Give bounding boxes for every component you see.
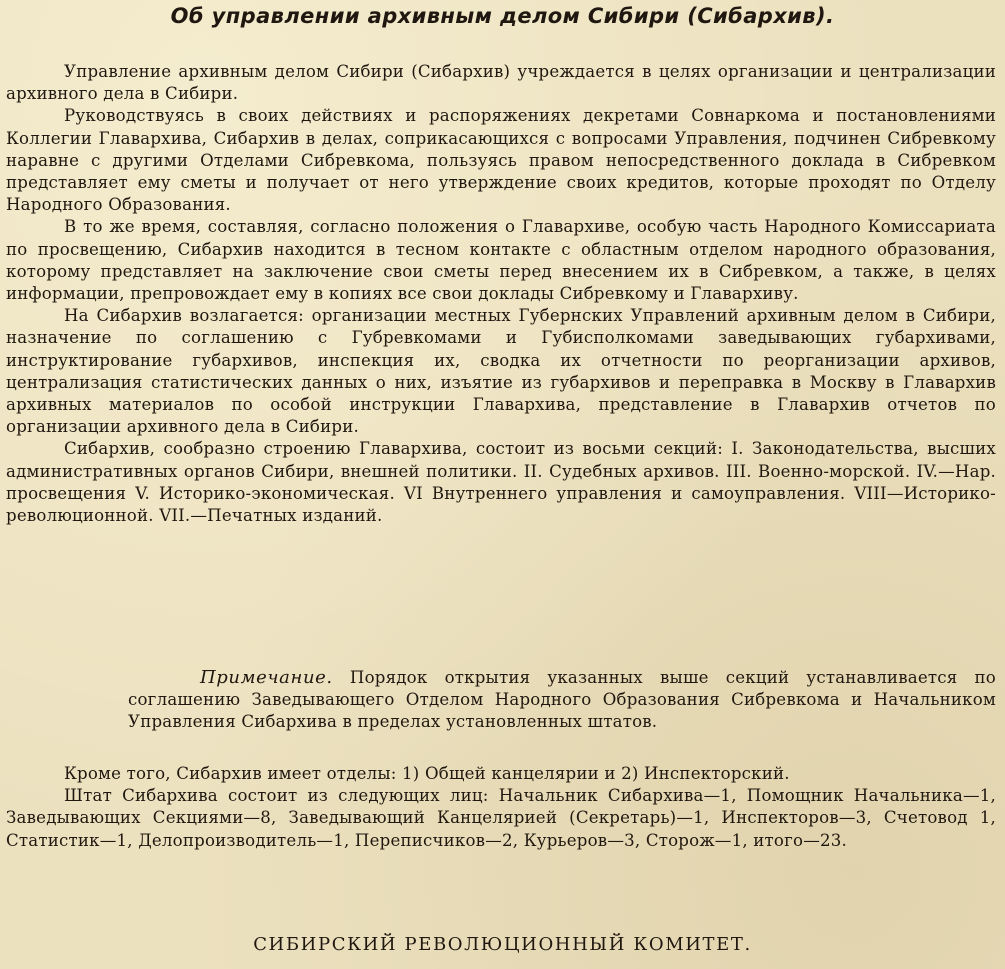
paragraph-duties: На Сибархив возлагается: организации местных Губернских Управлений архивным делом в Сибири, назначение по соглашению с Губревкомами и Губисполкомами заведывающих губархивами, инструктирование губархивов, инспекция их, сводка их отчетности по реорганизации архивов, централизация статистических данных о них, изъятие из губархивов и переправка в Москву в Главархив архивных материалов по особой инструкции Главархива, представление в Главархив отчетов по организации архивного дела в Сибири. [6, 306, 996, 437]
paragraph-establishment: Управление архивным делом Сибири (Сибархив) учреждается в целях организации и централизации архивного дела в Сибири. [6, 62, 996, 104]
note-text: Порядок открытия указанных выше секций устанавливается по соглашению Заведывающего Отделом Народного Образования Сибревкома и Начальником Управления Сибархива в пределах установленных штатов. [128, 668, 996, 732]
note-block [128, 667, 996, 734]
paragraph-departments: Кроме того, Сибархив имеет отделы: 1) Общей канцелярии и 2) Инспекторский. [64, 764, 790, 783]
paragraph-subordination: Руководствуясь в своих действиях и распоряжениях декретами Совнаркома и постановлениями Коллегии Главархива, Сибархив в делах, соприкасающихся с вопросами Управления, подчинен Сибревкому наравне с другими Отделами Сибревкома, пользуясь правом непосредственного доклада в Сибревком представляет ему сметы и получает от него утверждение своих кредитов, которые проходят по Отделу Народного Образования. [6, 106, 996, 215]
paragraph-sections: Сибархив, сообразно строению Главархива, состоит из восьми секций: I. Законодательства, высших административных органов Сибири, внешней политики. II. Судебных архивов. III. Военно-морской. IV.—Нар. просвещения V. Историко-экономическая. VI Внутреннего управления и самоуправления. VIII—Историко-революционной. VII.—Печатных изданий. [6, 439, 996, 526]
closing-block [6, 763, 996, 852]
document-title: Об управлении архивным делом Сибири (Сибархив). [170, 4, 835, 28]
note-label: Примечание. [200, 667, 333, 688]
paragraph-narkompros-contact: В то же время, составляя, согласно положения о Главархиве, особую часть Народного Комиссариата по просвещению, Сибархив находится в тесном контакте с областным отделом народного образования, которому представляет на заключение свои сметы перед внесением их в Сибревком, а также, в целях информации, препровождает ему в копиях все свои доклады Сибревкому и Главархиву. [6, 217, 996, 304]
document-body [6, 61, 996, 527]
paragraph-staff: Штат Сибархива состоит из следующих лиц: Начальник Сибархива—1, Помощник Начальника—1, Заведывающих Секциями—8, Заведывающий Канцелярией (Секретарь)—1, Инспекторов—3, Счетовод 1, Статистик—1, Делопроизводитель—1, Переписчиков—2, Курьеров—3, Сторож—1, итого—23. [6, 786, 996, 850]
note-paragraph [128, 667, 996, 734]
signature: СИБИРСКИЙ РЕВОЛЮЦИОННЫЙ КОМИТЕТ. [253, 934, 752, 955]
